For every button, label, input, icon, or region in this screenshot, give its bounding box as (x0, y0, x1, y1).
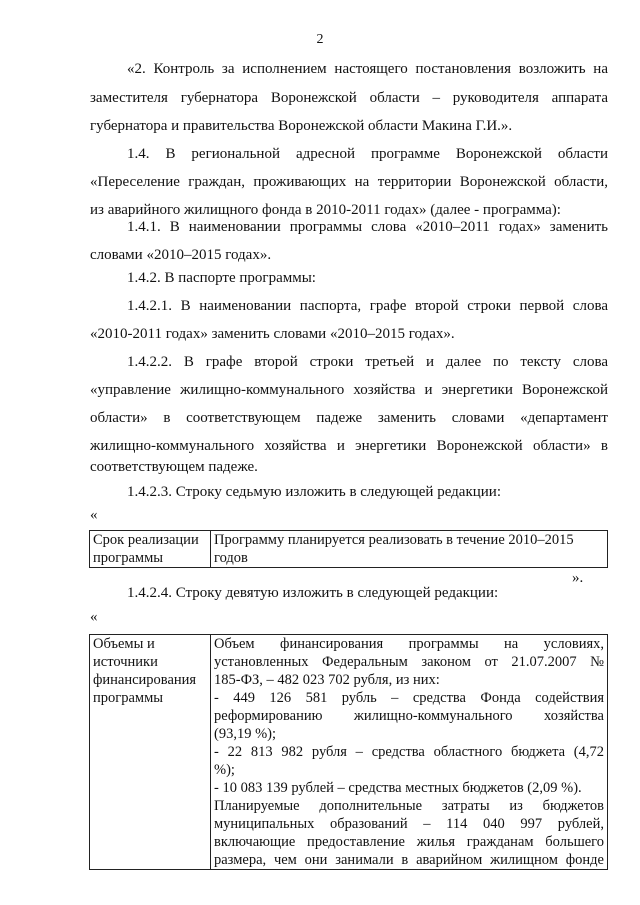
table-cell-line: Объем финансирования программы на условиях, (214, 636, 604, 652)
body-line: «2. Контроль за исполнением настоящего постановления возложить на (127, 61, 608, 77)
table-cell-line: реформированию жилищно-коммунального хозяйства (214, 708, 604, 724)
body-line: 1.4.2.3. Строку седьмую изложить в следующей редакции: (127, 484, 501, 500)
table-cell-line: программы (93, 550, 163, 566)
body-line: словами «2010–2015 годах». (90, 247, 272, 263)
body-line: 1.4.2.2. В графе второй строки третьей и далее по тексту слова (127, 354, 608, 370)
table-cell-line: 185-ФЗ, – 482 023 702 рубля, из них: (214, 672, 440, 688)
quote-close: ». (572, 570, 584, 586)
table-cell-line: Срок реализации (93, 532, 199, 548)
body-line: из аварийного жилищного фонда в 2010-2011 годах» (далее - программа): (90, 202, 561, 218)
table-cell-line: Планируемые дополнительные затраты из бюджетов (214, 798, 604, 814)
body-line: губернатора и правительства Воронежской области Макина Г.И.». (90, 118, 513, 134)
table-cell-line: Программу планируется реализовать в течение 2010–2015 (214, 532, 574, 548)
body-line: области» в соответствующем падеже заменить словами «департамент (90, 410, 608, 426)
table-cell-line: финансирования (93, 672, 197, 688)
table-value-cell (211, 635, 608, 870)
quote-open: « (90, 609, 98, 625)
table-cell-line: - 10 083 139 рублей – средства местных бюджетов (2,09 %). (214, 780, 582, 796)
body-line: 1.4. В региональной адресной программе Воронежской области (127, 146, 608, 162)
table-row-seven (89, 530, 608, 568)
body-line: жилищно-коммунального хозяйства и энергетики Воронежской области» в (90, 438, 608, 454)
body-line: 1.4.2.1. В наименовании паспорта, графе второй строки первой слова (127, 298, 608, 314)
table-cell-line: включающие предоставление жилья гражданам большего (214, 834, 604, 850)
table-cell-line: источники (93, 654, 158, 670)
table-cell-line: Объемы и (93, 636, 155, 652)
table-value-cell (211, 531, 608, 568)
table-row-nine (89, 634, 608, 870)
body-line: «управление жилищно-коммунального хозяйства и энергетики Воронежской (90, 382, 608, 398)
page-number: 2 (316, 32, 324, 47)
body-line: «2010-2011 годах» заменить словами «2010–2015 годах». (90, 326, 455, 342)
table-cell-line: %); (214, 762, 235, 778)
table-cell-line: - 22 813 982 рубля – средства областного бюджета (4,72 (214, 744, 604, 760)
table-cell-line: программы (93, 690, 163, 706)
table-cell-line: - 449 126 581 рубль – средства Фонда содействия (214, 690, 604, 706)
body-line: соответствующем падеже. (90, 459, 258, 475)
table-cell-line: размера, чем они занимали в аварийном жилищном фонде (214, 852, 604, 868)
table-cell-line: (93,19 %); (214, 726, 277, 742)
body-line: 1.4.2.4. Строку девятую изложить в следующей редакции: (127, 585, 499, 601)
table-cell-line: муниципальных образований – 114 040 997 рублей, (214, 816, 604, 832)
table-cell-line: установленных Федеральным законом от 21.07.2007 № (214, 654, 604, 670)
quote-open: « (90, 507, 98, 523)
body-line: 1.4.2. В паспорте программы: (127, 270, 316, 286)
table-cell-line: годов (214, 550, 248, 566)
table-label-cell (90, 635, 211, 870)
body-line: «Переселение граждан, проживающих на территории Воронежской области, (90, 174, 608, 190)
table-label-cell (90, 531, 211, 568)
body-line: 1.4.1. В наименовании программы слова «2010–2011 годах» заменить (127, 219, 608, 235)
body-line: заместителя губернатора Воронежской области – руководителя аппарата (90, 90, 608, 106)
